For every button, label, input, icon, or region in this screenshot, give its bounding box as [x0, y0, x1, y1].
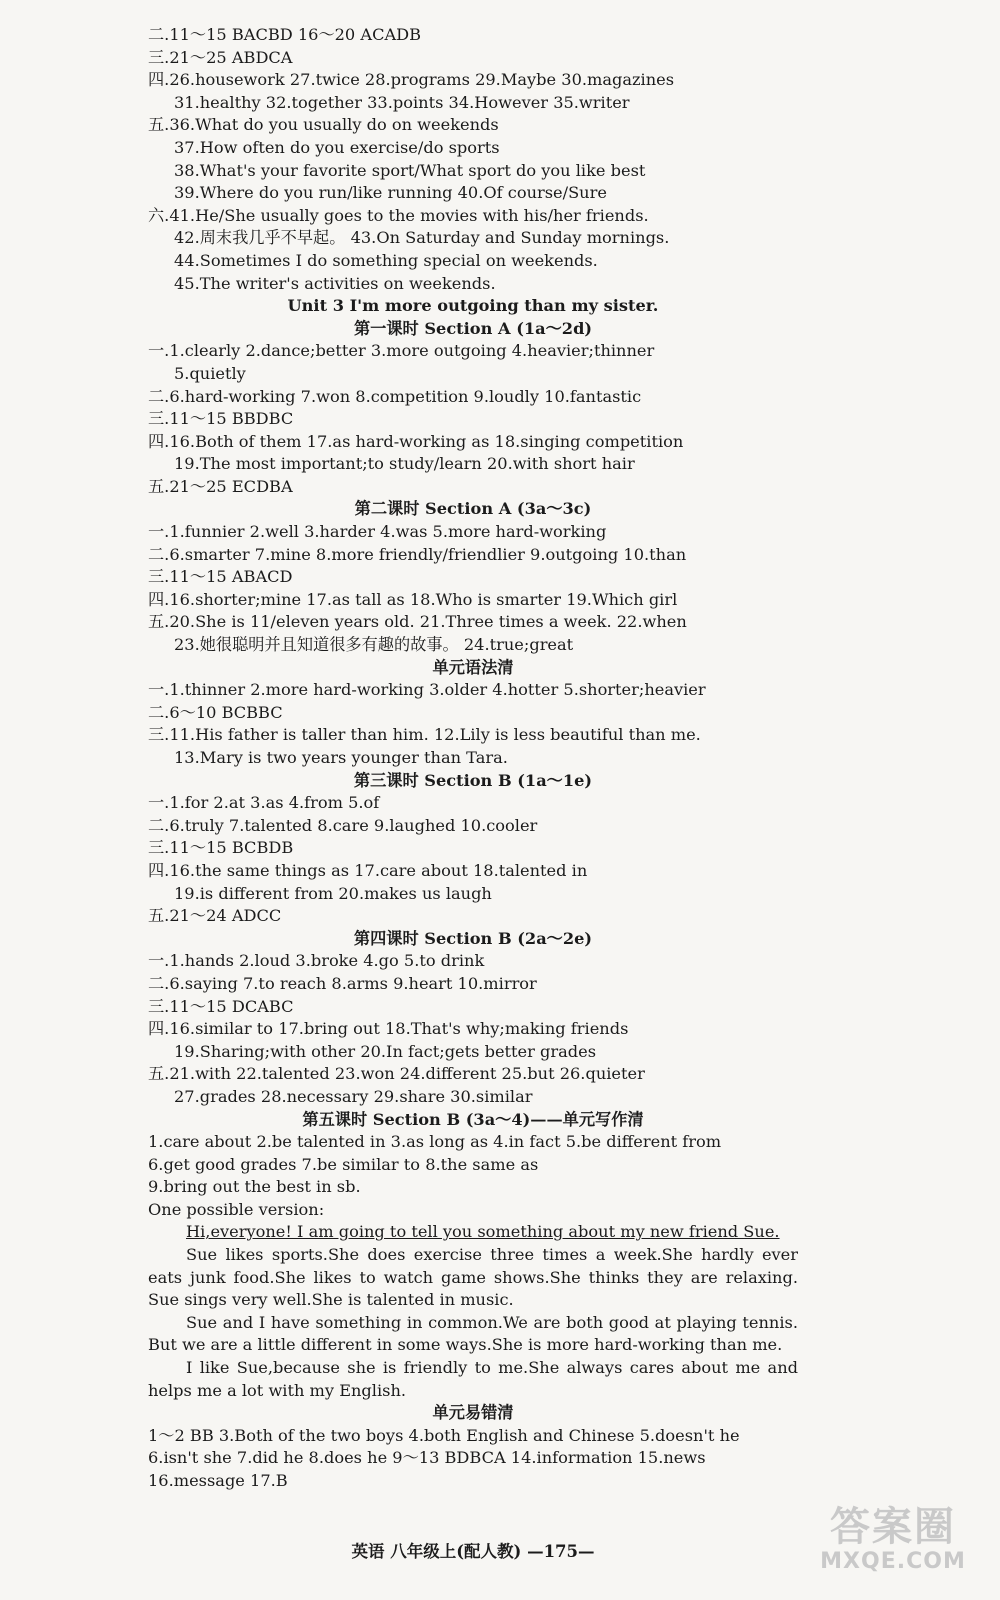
answer-line: 19.is different from 20.makes us laugh [174, 883, 492, 903]
answer-line: 五.20.She is 11/eleven years old. 21.Three times a week. 22.when [148, 612, 687, 632]
answer-line: 单元语法清 [432, 657, 514, 677]
answer-line: 二.6.hard-working 7.won 8.competition 9.loudly 10.fantastic [148, 386, 642, 406]
watermark [808, 1504, 978, 1584]
answer-line: 23.她很聪明并且知道很多有趣的故事。 24.true;great [174, 635, 574, 655]
answer-line: 6.isn't she 7.did he 8.does he 9～13 BDBCA 14.information 15.news [148, 1448, 706, 1468]
answer-line: 37.How often do you exercise/do sports [174, 137, 500, 157]
answer-line: 第一课时 Section A (1a～2d) [353, 318, 593, 338]
answer-line: 四.16.Both of them 17.as hard-working as 18.singing competition [148, 431, 684, 451]
answer-line: 五.36.What do you usually do on weekends [148, 115, 499, 135]
answer-line: 1.care about 2.be talented in 3.as long as 4.in fact 5.be different from [148, 1132, 722, 1152]
answer-line: 三.11.His father is taller than him. 12.Lily is less beautiful than me. [148, 725, 701, 745]
answer-line: 16.message 17.B [148, 1471, 288, 1490]
answer-line: 三.11～15 DCABC [148, 996, 294, 1016]
page-footer: 英语 八年级上(配人教) —175— [351, 1542, 595, 1561]
answer-line: 二.6.saying 7.to reach 8.arms 9.heart 10.mirror [148, 973, 537, 993]
answer-line: 五.21～25 ECDBA [148, 476, 293, 496]
answer-line: 5.quietly [174, 363, 246, 383]
answer-line: 三.11～15 BCBDB [148, 838, 294, 858]
answer-line: 二.6.smarter 7.mine 8.more friendly/friendlier 9.outgoing 10.than [148, 544, 687, 564]
answer-line: One possible version: [148, 1199, 325, 1219]
answer-line: 31.healthy 32.together 33.points 34.However 35.writer [174, 92, 630, 112]
answer-line: 一.1.hands 2.loud 3.broke 4.go 5.to drink [148, 951, 485, 971]
essay-paragraph: Sue likes sports.She does exercise three times a week.She hardly ever eats junk food.She likes to watch game shows.She thinks they are relaxing. Sue sings very well.She is talented in music. [148, 1245, 798, 1310]
answer-line: 四.16.similar to 17.bring out 18.That's why;making friends [148, 1019, 629, 1039]
answer-lines [148, 24, 798, 1221]
answer-line: 一.1.for 2.at 3.as 4.from 5.of [148, 793, 380, 813]
answer-line: 13.Mary is two years younger than Tara. [174, 748, 508, 767]
answer-line: 第四课时 Section B (2a～2e) [353, 928, 593, 948]
answer-line: 42.周末我几乎不早起。 43.On Saturday and Sunday mornings. [174, 228, 670, 248]
answer-line: 27.grades 28.necessary 29.share 30.similar [174, 1086, 533, 1106]
essay-paragraph: Sue and I have something in common.We are both good at playing tennis. But we are a little different in some ways.She is more hard-working than me. [148, 1312, 798, 1355]
answer-line: 三.11～15 ABACD [148, 567, 293, 587]
answer-line: 44.Sometimes I do something special on weekends. [174, 250, 598, 270]
answer-line: 45.The writer's activities on weekends. [174, 273, 496, 293]
error-review-section [148, 1402, 798, 1492]
answer-line: 第二课时 Section A (3a～3c) [354, 499, 592, 519]
answer-line: 二.6.truly 7.talented 8.care 9.laughed 10.cooler [148, 815, 538, 835]
answer-line: 单元易错清 [432, 1403, 514, 1423]
answer-line: 三.21～25 ABDCA [148, 47, 293, 67]
essay-paragraph: I like Sue,because she is friendly to me.She always cares about me and helps me a lot with my English. [148, 1358, 798, 1400]
answer-line: 19.Sharing;with other 20.In fact;gets better grades [174, 1041, 597, 1061]
answer-line: 五.21.with 22.talented 23.won 24.different 25.but 26.quieter [148, 1064, 645, 1084]
answer-line: 五.21～24 ADCC [148, 906, 282, 926]
answer-line: 39.Where do you run/like running 40.Of course/Sure [174, 183, 607, 203]
essay-paragraph: Hi,everyone! I am going to tell you something about my new friend Sue. [186, 1222, 780, 1242]
answer-line: 6.get good grades 7.be similar to 8.the same as [148, 1154, 539, 1174]
answer-line: 一.1.thinner 2.more hard-working 3.older 4.hotter 5.shorter;heavier [148, 680, 706, 700]
answer-line: 19.The most important;to study/learn 20.with short hair [174, 454, 635, 474]
answer-line: 二.11～15 BACBD 16～20 ACADB [148, 25, 422, 44]
answer-line: Unit 3 I'm more outgoing than my sister. [287, 296, 659, 316]
watermark-logo: 答案圈 [830, 1504, 956, 1550]
answer-line: 二.6～10 BCBBC [148, 702, 283, 722]
answer-line: 第五课时 Section B (3a～4)——单元写作清 [302, 1109, 644, 1129]
answer-line: 第三课时 Section B (1a～1e) [353, 770, 593, 790]
answer-line: 四.16.shorter;mine 17.as tall as 18.Who is smarter 19.Which girl [148, 589, 678, 609]
watermark-url: MXQE.COM [820, 1549, 966, 1574]
answer-line: 一.1.funnier 2.well 3.harder 4.was 5.more hard-working [148, 522, 607, 542]
answer-content [148, 24, 798, 1493]
answer-line: 1～2 BB 3.Both of the two boys 4.both English and Chinese 5.doesn't he [148, 1425, 740, 1445]
answer-line: 四.16.the same things as 17.care about 18.talented in [148, 860, 588, 880]
answer-line: 38.What's your favorite sport/What sport do you like best [174, 160, 646, 180]
answer-line: 四.26.housework 27.twice 28.programs 29.Maybe 30.magazines [148, 70, 675, 90]
answer-line: 三.11～15 BBDBC [148, 409, 294, 429]
answer-line: 一.1.clearly 2.dance;better 3.more outgoing 4.heavier;thinner [148, 341, 655, 361]
sample-essay [148, 1221, 798, 1402]
answer-line: 六.41.He/She usually goes to the movies with his/her friends. [148, 205, 649, 225]
answer-line: 9.bring out the best in sb. [148, 1177, 361, 1197]
